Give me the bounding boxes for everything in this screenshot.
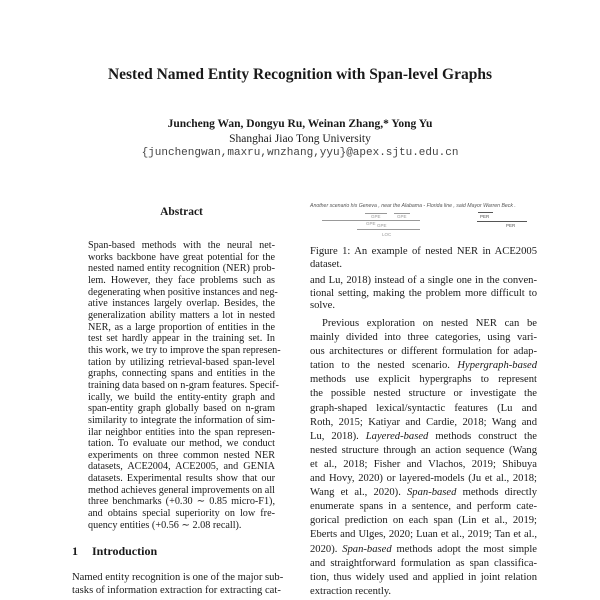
text-line: enumerate spans in a sentence, and perform cate-	[310, 501, 537, 513]
text-line: tion, thus widely used and applied in joint relation	[310, 571, 537, 583]
figure-arrow	[477, 221, 527, 222]
text-line: gorical prediction on each span (Lin et al., 2019;	[310, 515, 537, 527]
previous-work-paragraph	[310, 317, 537, 599]
text-line: Span-based methods with the neural net-	[88, 240, 275, 251]
text-line: and straightforward formulation as span classifica-	[310, 557, 537, 569]
figure-arrow	[357, 229, 420, 230]
intro-heading	[72, 544, 171, 559]
figure-arrow	[478, 212, 493, 213]
figure-caption	[310, 246, 537, 271]
text-line: degenerating when positive instances and neg-	[88, 286, 278, 298]
text-line: generalization ability matters a lot in nested	[88, 309, 275, 321]
text-line: three benchmarks (+0.30 ∼ 0.85 micro-F1),	[88, 496, 275, 508]
text-line: mainly divided into three categories, using vari-	[310, 332, 537, 344]
authors: Juncheng Wan, Dongyu Ru, Weinan Zhang,* Yong Yu	[167, 118, 433, 130]
text-line: et al., 2018; Fisher and Vlachos, 2019; Shibuya	[310, 458, 537, 470]
text-line: ically, we build the entity-entity graph and	[88, 391, 275, 403]
text-line: span-entity graph globally based on n-gram	[88, 403, 275, 415]
email: {junchengwan,maxru,wnzhang,yyu}@apex.sjtu.edu.cn	[141, 147, 459, 159]
text-line: and Lu, 2018) instead of a single one in the conven-	[310, 275, 537, 286]
text-line: Wang et al., 2020). Span-based methods directly	[310, 487, 537, 499]
text-line: graphs, connecting spans and entities in the	[88, 368, 275, 380]
abstract-heading: Abstract	[160, 206, 203, 218]
text-line: method achieves general improvements on all	[88, 484, 275, 496]
figure-label: GPE	[397, 214, 407, 219]
text-line: Roth, 2015; Katiyar and Cardie, 2018; Wang and	[310, 416, 537, 428]
text-line: tation to the nested scenario. Hypergraph-based	[310, 360, 537, 372]
abstract-text	[88, 240, 281, 531]
figure-label: GPE	[366, 221, 376, 226]
text-line: solve.	[310, 300, 336, 311]
text-line: nested named entity recognition (NER) prob-	[88, 263, 275, 275]
text-line: this work, we try to improve the span represen-	[88, 344, 281, 356]
text-line: and obtains special superiority on low fre-	[88, 508, 275, 520]
figure-label: LOC	[382, 232, 392, 237]
affiliation: Shanghai Jiao Tong University	[229, 133, 371, 145]
figure-label: PER	[480, 214, 490, 219]
text-line: dataset.	[310, 258, 343, 270]
paper-title: Nested Named Entity Recognition with Span-level Graphs	[107, 66, 493, 83]
text-line: Eberts and Ulges, 2020; Luan et al., 2019; Tan et al.,	[310, 529, 537, 541]
text-line: 2020). Span-based methods adopt the most simple	[310, 543, 537, 555]
text-line: datasets, ACE2004, ACE2005, and GENIA	[88, 461, 275, 473]
section-title: Introduction	[92, 544, 158, 558]
text-line: Figure 1: An example of nested NER in ACE2005	[310, 246, 537, 257]
figure-1	[310, 203, 540, 239]
text-line: tation by utilizing retrieval-based span-level	[88, 356, 275, 368]
text-line: Previous exploration on nested NER can be	[322, 318, 537, 329]
text-line: quency entities (+0.56 ∼ 2.08 recall).	[88, 519, 242, 531]
text-line: graph-shaped lexical/syntactic features (Lu and	[310, 402, 537, 414]
text-line: and Hovy, 2020) or layered-models (Ju et al., 2018;	[310, 473, 537, 485]
text-line: NER, as a large proportion of entities in the	[88, 321, 275, 333]
figure-sentence: Another scenario his Geneva , near the Alabama - Florida line , said Mayor Warren Beck .	[310, 203, 516, 209]
text-line: similarity to integrate the information of sim-	[88, 414, 275, 426]
text-line: works backbone have great potential for the	[88, 251, 275, 263]
intro-continued-text	[310, 275, 537, 313]
text-line: experiments on three common nested NER	[88, 449, 275, 461]
figure-label: GPE	[377, 223, 387, 228]
text-line: Lu, 2018). Layered-based methods construct the	[310, 430, 537, 442]
intro-text	[72, 571, 284, 597]
text-line: test set hardly appear in the training set. In	[88, 333, 275, 345]
text-line: the possible nested structure or investigate the	[310, 388, 537, 400]
text-line: tasks of information extraction for extracting cat-	[72, 585, 281, 596]
text-line: tional setting, making the problem more difficult to	[310, 287, 537, 299]
text-line: tation. To evaluate our method, we conduct	[88, 438, 275, 450]
text-line: ous architectures or different formulation for adap-	[310, 346, 537, 358]
text-line: nested structure through an action sequence (Wang	[310, 444, 537, 456]
text-line: ilar neighbor entities into the span represen-	[88, 426, 275, 438]
text-line: lem. However, they face problems such as	[88, 274, 275, 286]
text-line: ative instances largely overlap. Besides, the	[88, 298, 275, 310]
text-line: Named entity recognition is one of the major sub-	[72, 572, 284, 583]
section-number: 1	[72, 544, 78, 558]
text-line: extraction recently.	[310, 585, 392, 597]
text-line: datasets. Experimental results show that our	[88, 473, 275, 485]
figure-label: PER	[506, 223, 516, 228]
text-line: training data based on n-gram features. Specif-	[88, 379, 279, 391]
figure-label: GPE	[371, 214, 381, 219]
text-line: methods use explicit hypergraphs to represent	[310, 374, 537, 386]
